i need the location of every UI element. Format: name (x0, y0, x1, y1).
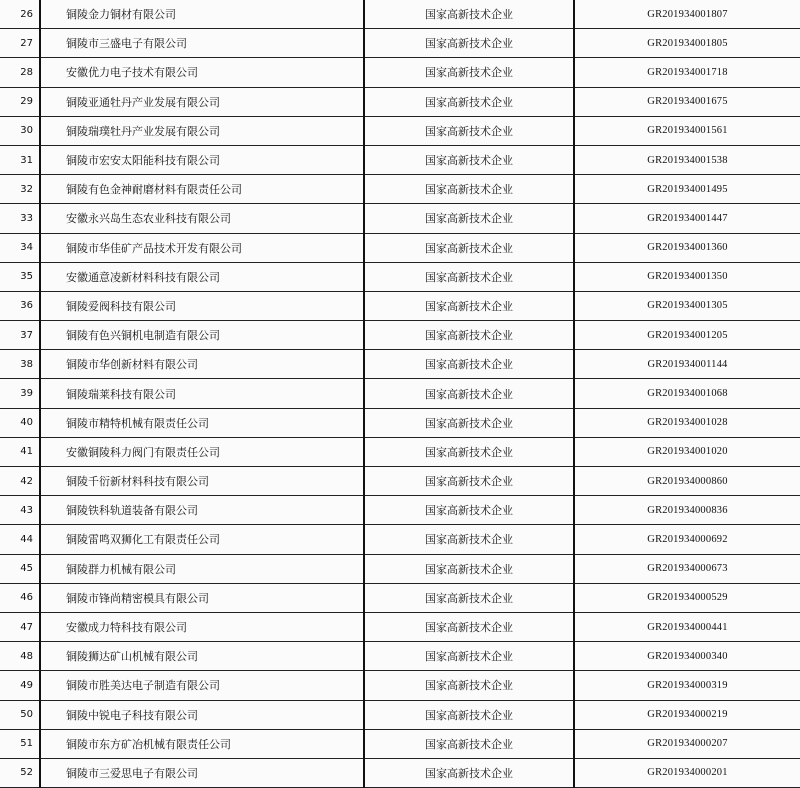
enterprise-type-cell: 国家高新技术企业 (364, 145, 574, 174)
row-number-cell: 52 (0, 758, 40, 787)
table-row (0, 116, 800, 145)
row-number-cell: 38 (0, 350, 40, 379)
certificate-number-cell: GR201934000860 (574, 467, 800, 496)
certificate-number-cell: GR201934001538 (574, 145, 800, 174)
table-row (0, 58, 800, 87)
row-number-cell: 49 (0, 671, 40, 700)
table-row (0, 496, 800, 525)
certificate-number-cell: GR201934000836 (574, 496, 800, 525)
table-row (0, 29, 800, 58)
row-number-cell: 27 (0, 29, 40, 58)
company-name-cell: 安徽成力特科技有限公司 (40, 612, 364, 641)
table-row (0, 379, 800, 408)
company-name-cell: 铜陵市宏安太阳能科技有限公司 (40, 145, 364, 174)
row-number-cell: 34 (0, 233, 40, 262)
enterprise-type-cell: 国家高新技术企业 (364, 29, 574, 58)
enterprise-type-cell: 国家高新技术企业 (364, 262, 574, 291)
certificate-number-cell: GR201934000207 (574, 729, 800, 758)
company-name-cell: 安徽铜陵科力阀门有限责任公司 (40, 437, 364, 466)
row-number-cell: 46 (0, 583, 40, 612)
enterprise-type-cell: 国家高新技术企业 (364, 496, 574, 525)
table-row (0, 729, 800, 758)
company-name-cell: 铜陵群力机械有限公司 (40, 554, 364, 583)
company-name-cell: 铜陵市三盛电子有限公司 (40, 29, 364, 58)
certificate-number-cell: GR201934001360 (574, 233, 800, 262)
row-number-cell: 36 (0, 291, 40, 320)
table-row (0, 175, 800, 204)
table-row (0, 671, 800, 700)
company-name-cell: 铜陵瑞莱科技有限公司 (40, 379, 364, 408)
company-name-cell: 铜陵市三爱思电子有限公司 (40, 758, 364, 787)
enterprise-type-cell: 国家高新技术企业 (364, 612, 574, 641)
certificate-number-cell: GR201934001205 (574, 321, 800, 350)
company-name-cell: 铜陵市东方矿冶机械有限责任公司 (40, 729, 364, 758)
row-number-cell: 47 (0, 612, 40, 641)
row-number-cell: 51 (0, 729, 40, 758)
certificate-number-cell: GR201934000692 (574, 525, 800, 554)
enterprise-type-cell: 国家高新技术企业 (364, 729, 574, 758)
enterprise-type-cell: 国家高新技术企业 (364, 204, 574, 233)
enterprise-type-cell: 国家高新技术企业 (364, 408, 574, 437)
certificate-number-cell: GR201934001561 (574, 116, 800, 145)
certificate-number-cell: GR201934001068 (574, 379, 800, 408)
certificate-number-cell: GR201934001447 (574, 204, 800, 233)
table-row (0, 408, 800, 437)
row-number-cell: 32 (0, 175, 40, 204)
company-name-cell: 铜陵市锋尚精密模具有限公司 (40, 583, 364, 612)
enterprise-type-cell: 国家高新技术企业 (364, 554, 574, 583)
certificate-number-cell: GR201934000673 (574, 554, 800, 583)
table-row (0, 525, 800, 554)
table-row (0, 467, 800, 496)
row-number-cell: 35 (0, 262, 40, 291)
certificate-number-cell: GR201934001495 (574, 175, 800, 204)
table-row (0, 642, 800, 671)
row-number-cell: 33 (0, 204, 40, 233)
table-row (0, 145, 800, 174)
row-number-cell: 44 (0, 525, 40, 554)
row-number-cell: 29 (0, 87, 40, 116)
company-name-cell: 安徽优力电子技术有限公司 (40, 58, 364, 87)
table-row (0, 350, 800, 379)
certificate-number-cell: GR201934001807 (574, 0, 800, 29)
company-name-cell: 铜陵爱阀科技有限公司 (40, 291, 364, 320)
certificate-number-cell: GR201934000319 (574, 671, 800, 700)
table-row (0, 291, 800, 320)
row-number-cell: 31 (0, 145, 40, 174)
table-row (0, 262, 800, 291)
table-row (0, 700, 800, 729)
certificate-number-cell: GR201934001305 (574, 291, 800, 320)
certificate-number-cell: GR201934001144 (574, 350, 800, 379)
enterprise-type-cell: 国家高新技术企业 (364, 758, 574, 787)
company-name-cell: 铜陵市精特机械有限责任公司 (40, 408, 364, 437)
enterprise-type-cell: 国家高新技术企业 (364, 87, 574, 116)
enterprise-type-cell: 国家高新技术企业 (364, 116, 574, 145)
row-number-cell: 43 (0, 496, 40, 525)
row-number-cell: 45 (0, 554, 40, 583)
row-number-cell: 26 (0, 0, 40, 29)
certificate-number-cell: GR201934000201 (574, 758, 800, 787)
row-number-cell: 41 (0, 437, 40, 466)
certificate-number-cell: GR201934000529 (574, 583, 800, 612)
company-name-cell: 铜陵市华创新材料有限公司 (40, 350, 364, 379)
enterprise-type-cell: 国家高新技术企业 (364, 583, 574, 612)
company-name-cell: 铜陵千衍新材料科技有限公司 (40, 467, 364, 496)
enterprise-type-cell: 国家高新技术企业 (364, 321, 574, 350)
table-row (0, 321, 800, 350)
enterprise-type-cell: 国家高新技术企业 (364, 291, 574, 320)
certificate-number-cell: GR201934000441 (574, 612, 800, 641)
certificate-number-cell: GR201934001020 (574, 437, 800, 466)
row-number-cell: 30 (0, 116, 40, 145)
company-name-cell: 铜陵雷鸣双狮化工有限责任公司 (40, 525, 364, 554)
company-name-cell: 安徽通意凌新材料科技有限公司 (40, 262, 364, 291)
row-number-cell: 50 (0, 700, 40, 729)
table-row (0, 87, 800, 116)
table-row (0, 612, 800, 641)
company-name-cell: 铜陵瑞璞牡丹产业发展有限公司 (40, 116, 364, 145)
company-name-cell: 铜陵亚通牡丹产业发展有限公司 (40, 87, 364, 116)
enterprise-type-cell: 国家高新技术企业 (364, 700, 574, 729)
certificate-number-cell: GR201934001718 (574, 58, 800, 87)
enterprise-type-cell: 国家高新技术企业 (364, 525, 574, 554)
company-name-cell: 铜陵市华佳矿产品技术开发有限公司 (40, 233, 364, 262)
table-row (0, 437, 800, 466)
certificate-number-cell: GR201934001805 (574, 29, 800, 58)
enterprise-type-cell: 国家高新技术企业 (364, 58, 574, 87)
certificate-number-cell: GR201934000340 (574, 642, 800, 671)
company-name-cell: 铜陵狮达矿山机械有限公司 (40, 642, 364, 671)
certificate-number-cell: GR201934001350 (574, 262, 800, 291)
row-number-cell: 37 (0, 321, 40, 350)
row-number-cell: 39 (0, 379, 40, 408)
enterprise-type-cell: 国家高新技术企业 (364, 350, 574, 379)
table-row (0, 0, 800, 29)
enterprise-type-cell: 国家高新技术企业 (364, 642, 574, 671)
table-row (0, 554, 800, 583)
certificate-number-cell: GR201934001675 (574, 87, 800, 116)
company-name-cell: 铜陵中锐电子科技有限公司 (40, 700, 364, 729)
certificate-number-cell: GR201934000219 (574, 700, 800, 729)
enterprise-type-cell: 国家高新技术企业 (364, 175, 574, 204)
company-name-cell: 铜陵铁科轨道装备有限公司 (40, 496, 364, 525)
enterprise-type-cell: 国家高新技术企业 (364, 467, 574, 496)
row-number-cell: 42 (0, 467, 40, 496)
certificate-number-cell: GR201934001028 (574, 408, 800, 437)
table-row (0, 583, 800, 612)
table-row (0, 758, 800, 787)
company-name-cell: 铜陵有色金神耐磨材料有限责任公司 (40, 175, 364, 204)
row-number-cell: 48 (0, 642, 40, 671)
enterprise-type-cell: 国家高新技术企业 (364, 437, 574, 466)
enterprise-type-cell: 国家高新技术企业 (364, 379, 574, 408)
company-name-cell: 铜陵金力铜材有限公司 (40, 0, 364, 29)
row-number-cell: 40 (0, 408, 40, 437)
table-row (0, 233, 800, 262)
enterprise-type-cell: 国家高新技术企业 (364, 671, 574, 700)
enterprise-type-cell: 国家高新技术企业 (364, 233, 574, 262)
company-name-cell: 安徽永兴岛生态农业科技有限公司 (40, 204, 364, 233)
company-name-cell: 铜陵市胜美达电子制造有限公司 (40, 671, 364, 700)
enterprise-type-cell: 国家高新技术企业 (364, 0, 574, 29)
company-name-cell: 铜陵有色兴铜机电制造有限公司 (40, 321, 364, 350)
table-row (0, 204, 800, 233)
row-number-cell: 28 (0, 58, 40, 87)
